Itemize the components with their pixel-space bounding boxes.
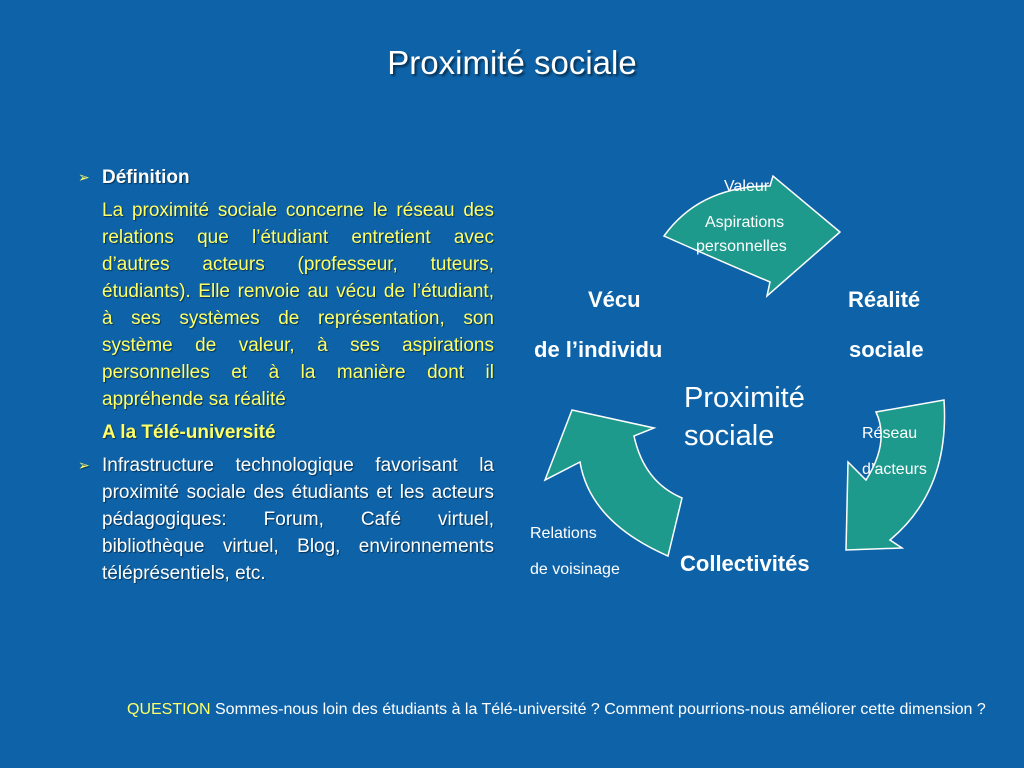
- definition-text: La proximité sociale concerne le réseau des relations que l’étudiant entretient avec d’autres acteurs (professeur, tuteurs, étudiants). Elle renvoie au vécu de l’étudiant, à ses systèmes de représentation, son système de valeur, à ses aspirations personnelles et à la manière dont il appréhende sa réalité: [102, 200, 494, 410]
- question-block: [127, 699, 987, 720]
- question-text: Sommes-nous loin des étudiants à la Télé-université ? Comment pourrions-nous améliorer cette dimension ?: [210, 701, 986, 718]
- voisinage-label: de voisinage: [530, 561, 620, 578]
- collectivites-label: Collectivités: [680, 551, 810, 576]
- arrow-bullet-icon: ➢: [78, 457, 90, 473]
- question-label: QUESTION: [127, 701, 211, 718]
- infrastructure-text: Infrastructure technologique favorisant la proximité sociale des étudiants et les acteurs pédagogiques: Forum, Café virtuel, bibliothèque virtuel, Blog, environnements téléprésentiels, etc.: [102, 455, 494, 584]
- arrow-bullet-icon: ➢: [78, 169, 90, 185]
- center-sociale: sociale: [684, 420, 775, 452]
- vecu-label: Vécu: [588, 287, 641, 312]
- definition-heading: Définition: [102, 167, 190, 188]
- slide-title: Proximité sociale: [387, 44, 637, 81]
- sociale-label: sociale: [849, 337, 924, 362]
- valeur-label: Valeur: [724, 178, 770, 195]
- individu-label: de l’individu: [534, 337, 663, 362]
- teleuniversite-subheading: A la Télé-université: [102, 422, 276, 443]
- realite-label: Réalité: [848, 287, 921, 312]
- personnelles-label: personnelles: [696, 238, 787, 255]
- relations-label: Relations: [530, 525, 597, 542]
- acteurs-label: d’acteurs: [862, 461, 927, 478]
- aspirations-label: Aspirations: [705, 214, 785, 231]
- center-proximite: Proximité: [684, 382, 805, 414]
- reseau-label: Réseau: [862, 425, 918, 442]
